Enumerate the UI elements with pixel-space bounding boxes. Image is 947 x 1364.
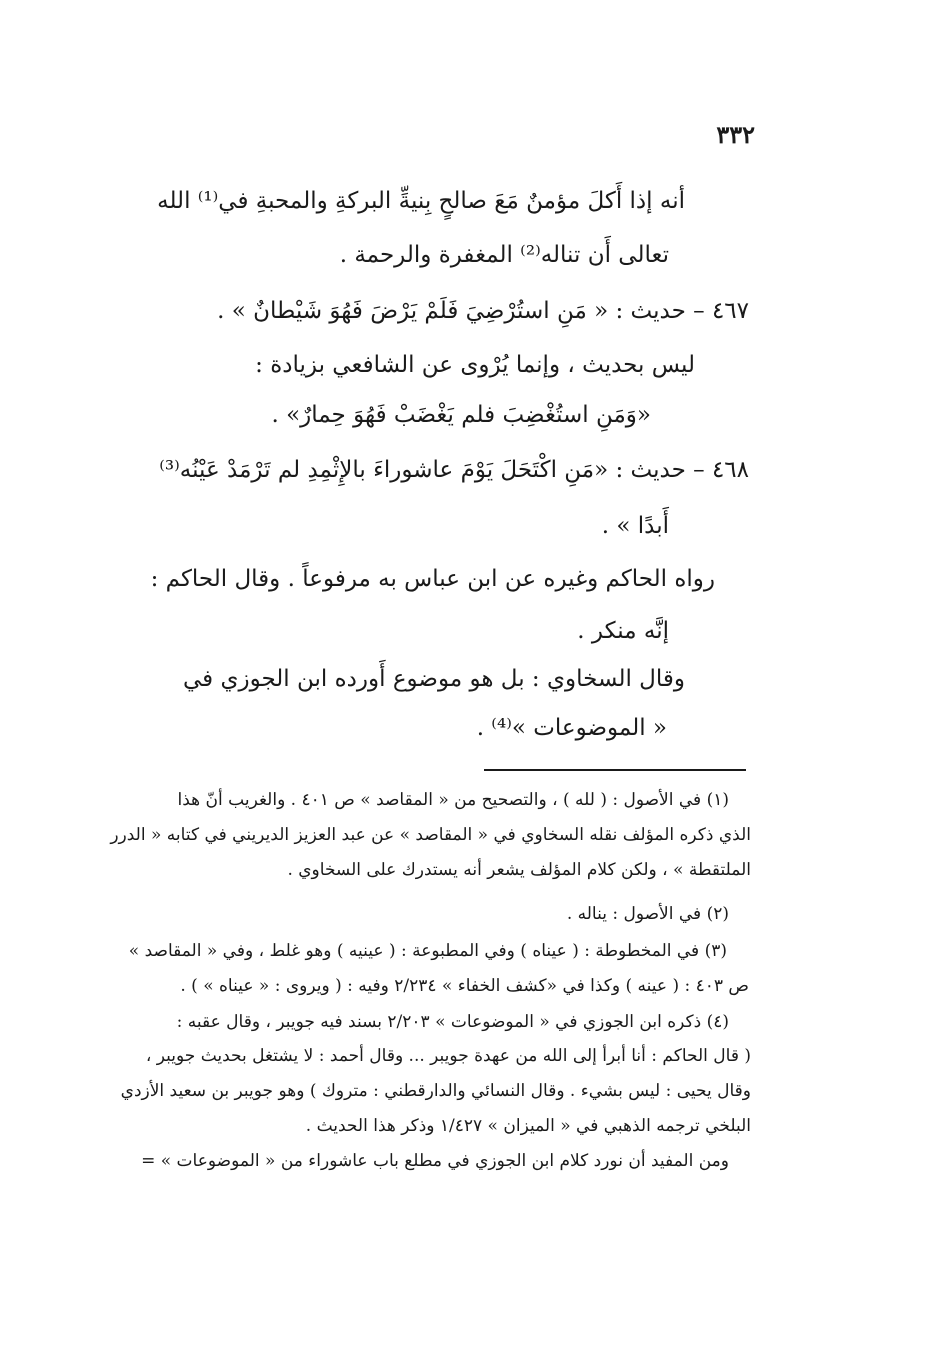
hadith-heading: ٤٦٧ – حديث : « مَنِ استُرْضِيَ فَلَمْ يَرْضَ فَهُوَ شَيْطانٌ » . <box>217 298 749 324</box>
footnote-line: الذي ذكره المؤلف نقله السخاوي في « المقاصد » عن عبد العزيز الديريني في كتابه « الدرر <box>110 825 751 845</box>
text-line: أنه إذا أَكلَ مؤمنٌ مَعَ صالحٍ بِنيةِّ البركةِ والمحبةِ في⁽¹⁾ الله <box>157 188 685 214</box>
footnote-line: (٤) ذكره ابن الجوزي في « الموضوعات » ٢/٢٠٣ بسند فيه جويبر ، وقال عقبه : <box>176 1012 729 1032</box>
footnote-line: (١) في الأصول : ( لله ) ، والتصحيح من « المقاصد » ص ٤٠١ . والغريب أنّ هذا <box>177 790 729 810</box>
text-line: وقال السخاوي : بل هو موضوع أَورده ابن الجوزي في <box>182 666 685 692</box>
footnote-line: البلخي ترجمه الذهبي في « الميزان » ١/٤٢٧ وذكر هذا الحديث . <box>305 1116 751 1136</box>
page-number: ٣٣٢ <box>716 120 755 149</box>
footnote-line: الملتقطة » ، ولكن كلام المؤلف يشعر أنه يستدرك على السخاوي . <box>287 860 751 880</box>
footnote-divider <box>484 769 746 771</box>
footnote-line: (٢) في الأصول : يناله . <box>566 904 729 924</box>
hadith-heading: ٤٦٨ – حديث : «مَنِ اكْتَحَلَ يَوْمَ عاشوراءَ بالإِثْمِدِ لم تَرْمَدْ عَيْنُه⁽³⁾ <box>159 457 749 483</box>
text-line: تعالى أَن تناله⁽²⁾ المغفرة والرحمة . <box>339 242 669 268</box>
footnote-line: وقال يحيى : ليس بشيء . وقال النسائي والدارقطني : متروك ) وهو جويبر بن سعيد الأزدي <box>120 1081 751 1101</box>
text-line: أَبدًا » . <box>601 513 669 539</box>
footnote-line: ومن المفيد أن نورد كلام ابن الجوزي في مطلع باب عاشوراء من « الموضوعات » = <box>141 1151 729 1171</box>
text-line: رواه الحاكم وغيره عن ابن عباس به مرفوعاً . وقال الحاكم : <box>150 566 715 592</box>
text-line: «وَمَنِ استُغْضِبَ فلم يَغْضَبْ فَهُوَ حِمارٌ» . <box>271 402 651 428</box>
footnote-line: ( قال الحاكم : أنا أبرأ إلى الله من عهدة جويبر ... وقال أحمد : لا يشتغل بحديث جويبر ، <box>145 1046 751 1066</box>
footnote-line: ص ٤٠٣ : ( عينه ) وكذا في «كشف الخفاء » ٢/٢٣٤ وفيه : ( ويروى : « عيناه » ) . <box>180 976 749 996</box>
text-line: ليس بحديث ، وإنما يُرْوى عن الشافعي بزيادة : <box>255 352 695 378</box>
text-line: إنَّه منكر . <box>577 618 669 644</box>
footnote-line: (٣) في المخطوطة : ( عيناه ) وفي المطبوعة : ( عينيه ) وهو غلط ، وفي « المقاصد » <box>128 941 727 961</box>
text-line: « الموضوعات »⁽⁴⁾ . <box>476 715 667 741</box>
